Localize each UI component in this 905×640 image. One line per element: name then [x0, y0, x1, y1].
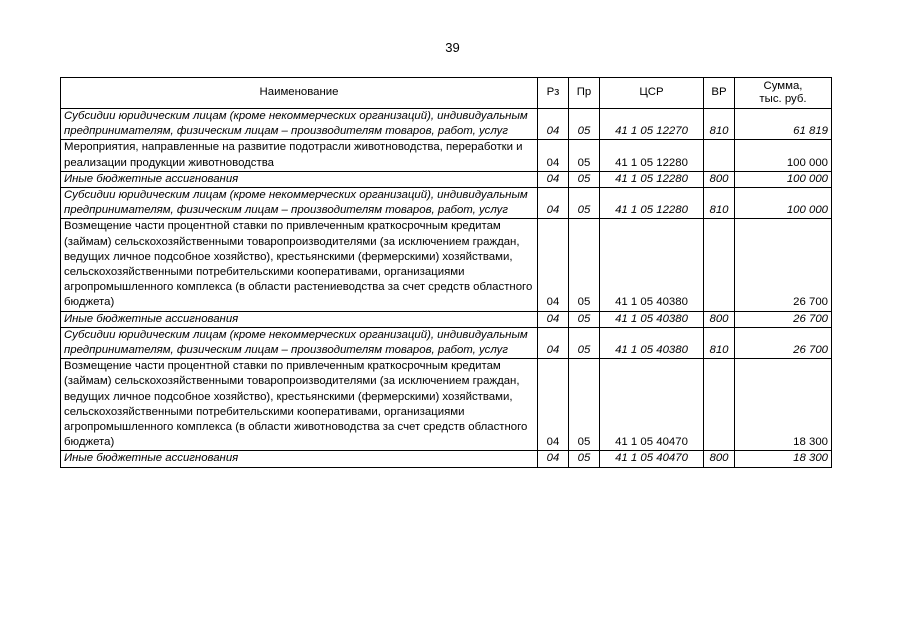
cell-pr: 05: [569, 311, 600, 327]
cell-pr: 05: [569, 359, 600, 451]
header-rz: Рз: [538, 78, 569, 109]
cell-name: Иные бюджетные ассигнования: [61, 171, 538, 187]
cell-sum: 100 000: [735, 188, 832, 219]
cell-name: Мероприятия, направленные на развитие подотрасли животноводства, переработки и реализации продукции животноводства: [61, 140, 538, 171]
cell-csr: 41 1 05 12280: [600, 188, 704, 219]
cell-rz: 04: [538, 327, 569, 358]
header-vr: ВР: [704, 78, 735, 109]
cell-vr: 800: [704, 171, 735, 187]
cell-csr: 41 1 05 12280: [600, 140, 704, 171]
cell-rz: 04: [538, 359, 569, 451]
cell-sum: 26 700: [735, 327, 832, 358]
table-row: [61, 109, 832, 140]
cell-sum: 26 700: [735, 219, 832, 311]
cell-name: Иные бюджетные ассигнования: [61, 451, 538, 467]
cell-rz: 04: [538, 451, 569, 467]
table-body: [61, 109, 832, 468]
cell-rz: 04: [538, 140, 569, 171]
cell-rz: 04: [538, 219, 569, 311]
cell-vr: [704, 140, 735, 171]
cell-rz: 04: [538, 109, 569, 140]
cell-vr: 800: [704, 311, 735, 327]
cell-pr: 05: [569, 451, 600, 467]
table-row: [61, 140, 832, 171]
budget-table: [60, 77, 832, 468]
cell-pr: 05: [569, 140, 600, 171]
table-header-row: [61, 78, 832, 109]
cell-sum: 100 000: [735, 140, 832, 171]
cell-pr: 05: [569, 327, 600, 358]
cell-pr: 05: [569, 188, 600, 219]
cell-csr: 41 1 05 40470: [600, 359, 704, 451]
table-row: [61, 311, 832, 327]
cell-csr: 41 1 05 40380: [600, 327, 704, 358]
cell-sum: 18 300: [735, 359, 832, 451]
cell-rz: 04: [538, 188, 569, 219]
cell-sum: 100 000: [735, 171, 832, 187]
cell-sum: 18 300: [735, 451, 832, 467]
cell-name: Возмещение части процентной ставки по привлеченным краткосрочным кредитам (займам) сельскохозяйственными товаропроизводителями (за исключением граждан, ведущих личное подсобное хозяйство), крестьянскими (фермерскими) хозяйствами, сельскохозяйственными потребительскими кооперативами, организациями агропромышленного комплекса (в области растениеводства за счет средств областного бюджета): [61, 219, 538, 311]
cell-vr: [704, 359, 735, 451]
page-number: 39: [445, 40, 460, 55]
cell-name: Возмещение части процентной ставки по привлеченным краткосрочным кредитам (займам) сельскохозяйственными товаропроизводителями (за исключением граждан, ведущих личное подсобное хозяйство), крестьянскими (фермерскими) хозяйствами, сельскохозяйственными потребительскими кооперативами, организациями агропромышленного комплекса (в области животноводства за счет средств областного бюджета): [61, 359, 538, 451]
cell-rz: 04: [538, 171, 569, 187]
cell-rz: 04: [538, 311, 569, 327]
cell-csr: 41 1 05 12280: [600, 171, 704, 187]
cell-name: Иные бюджетные ассигнования: [61, 311, 538, 327]
table-row: [61, 359, 832, 451]
table-row: [61, 171, 832, 187]
cell-name: Субсидии юридическим лицам (кроме некоммерческих организаций), индивидуальным предпринимателям, физическим лицам – производителям товаров, работ, услуг: [61, 327, 538, 358]
cell-name: Субсидии юридическим лицам (кроме некоммерческих организаций), индивидуальным предпринимателям, физическим лицам – производителям товаров, работ, услуг: [61, 188, 538, 219]
cell-name: Субсидии юридическим лицам (кроме некоммерческих организаций), индивидуальным предпринимателям, физическим лицам – производителям товаров, работ, услуг: [61, 109, 538, 140]
cell-csr: 41 1 05 40380: [600, 219, 704, 311]
cell-sum: 61 819: [735, 109, 832, 140]
cell-pr: 05: [569, 219, 600, 311]
cell-vr: 800: [704, 451, 735, 467]
header-pr: Пр: [569, 78, 600, 109]
header-sum-line1: Сумма,: [763, 80, 803, 92]
header-csr: ЦСР: [600, 78, 704, 109]
cell-pr: 05: [569, 171, 600, 187]
cell-vr: 810: [704, 188, 735, 219]
table-row: [61, 188, 832, 219]
table-row: [61, 451, 832, 467]
table-row: [61, 219, 832, 311]
cell-vr: [704, 219, 735, 311]
cell-vr: 810: [704, 109, 735, 140]
cell-sum: 26 700: [735, 311, 832, 327]
table-row: [61, 327, 832, 358]
header-sum: [735, 78, 832, 109]
cell-csr: 41 1 05 40380: [600, 311, 704, 327]
cell-pr: 05: [569, 109, 600, 140]
cell-csr: 41 1 05 12270: [600, 109, 704, 140]
header-name: Наименование: [61, 78, 538, 109]
cell-csr: 41 1 05 40470: [600, 451, 704, 467]
cell-vr: 810: [704, 327, 735, 358]
header-sum-line2: тыс. руб.: [759, 93, 807, 105]
